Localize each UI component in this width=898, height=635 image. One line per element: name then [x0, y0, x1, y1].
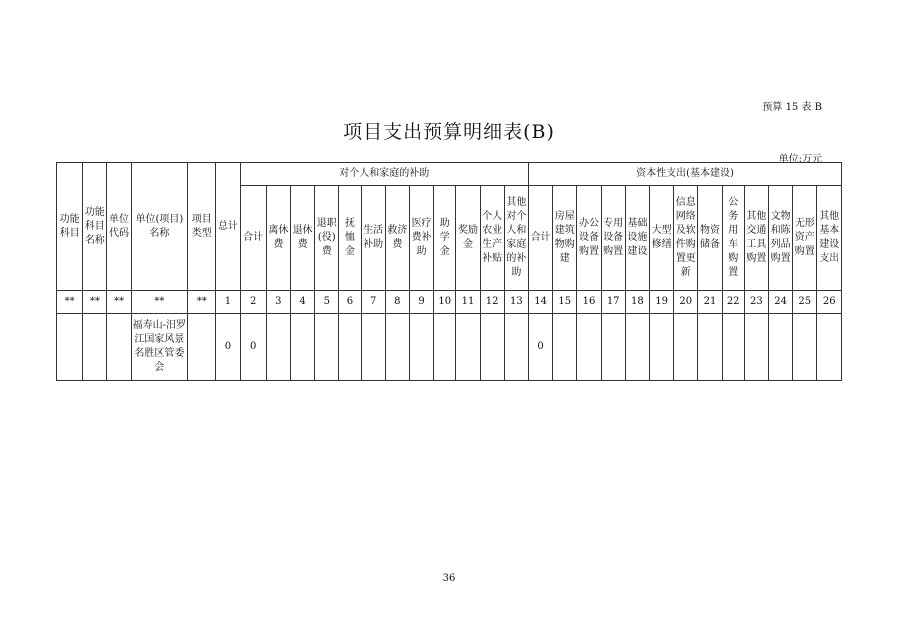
- header-personal-col: 退休费: [290, 186, 314, 291]
- cell-empty: [315, 314, 339, 381]
- header-unit-name: 单位(项目)名称: [131, 163, 187, 291]
- index-cell: 13: [504, 291, 528, 314]
- cell-empty: [553, 314, 577, 381]
- index-row: [57, 291, 842, 314]
- index-cell: 22: [722, 291, 744, 314]
- header-capital-col: 基础设施建设: [625, 186, 649, 291]
- header-personal-col: 救济费: [385, 186, 409, 291]
- table-row: [57, 314, 842, 381]
- cell-empty: [290, 314, 314, 381]
- cell-empty: [674, 314, 698, 381]
- cell-empty: [793, 314, 817, 381]
- index-cell: 17: [601, 291, 625, 314]
- index-cell: **: [131, 291, 187, 314]
- index-cell: **: [107, 291, 131, 314]
- index-cell: 2: [240, 291, 266, 314]
- header-total: 总计: [216, 163, 240, 291]
- header-personal-col: 个人农业生产补贴: [480, 186, 504, 291]
- cell-unit-name: 福寿山-汨罗江国家风景名胜区管委会: [131, 314, 187, 381]
- index-cell: 4: [290, 291, 314, 314]
- budget-table: [56, 162, 842, 381]
- cell-empty: [601, 314, 625, 381]
- cell-func-subject: [57, 314, 83, 381]
- header-capital-col: 无形资产购置: [793, 186, 817, 291]
- header-capital-col: 房屋建筑物购建: [553, 186, 577, 291]
- form-code: 预算 15 表 B: [762, 102, 822, 113]
- header-capital-col: 办公设备购置: [577, 186, 601, 291]
- page-title: 项目支出预算明细表(B): [343, 121, 555, 143]
- header-group-personal: 对个人和家庭的补助: [240, 163, 528, 186]
- header-personal-col: 生活补助: [361, 186, 385, 291]
- header-capital-col: 其他基本建设支出: [817, 186, 842, 291]
- index-cell: 20: [674, 291, 698, 314]
- cell-func-name: [83, 314, 107, 381]
- header-group-capital: 资本性支出(基本建设): [528, 163, 841, 186]
- cell-empty: [817, 314, 842, 381]
- cell-empty: [698, 314, 722, 381]
- index-cell: 25: [793, 291, 817, 314]
- cell-project-type: [188, 314, 216, 381]
- page-number: 36: [442, 573, 456, 584]
- index-cell: 8: [385, 291, 409, 314]
- index-cell: 5: [315, 291, 339, 314]
- cell-empty: [744, 314, 768, 381]
- cell-empty: [577, 314, 601, 381]
- header-personal-col: 医疗费补助: [409, 186, 433, 291]
- index-cell: **: [188, 291, 216, 314]
- index-cell: **: [57, 291, 83, 314]
- cell-empty: [480, 314, 504, 381]
- index-cell: **: [83, 291, 107, 314]
- cell-capital-total: 0: [528, 314, 552, 381]
- header-capital-col: 公务用车购置: [722, 186, 744, 291]
- index-cell: 11: [456, 291, 480, 314]
- index-cell: 7: [361, 291, 385, 314]
- cell-empty: [409, 314, 433, 381]
- cell-empty: [625, 314, 649, 381]
- index-cell: 21: [698, 291, 722, 314]
- index-cell: 9: [409, 291, 433, 314]
- cell-empty: [768, 314, 792, 381]
- index-cell: 23: [744, 291, 768, 314]
- header-personal-col: 合计: [240, 186, 266, 291]
- header-capital-col: 物资储备: [698, 186, 722, 291]
- unit-label: 单位:万元: [778, 154, 822, 165]
- cell-empty: [504, 314, 528, 381]
- cell-personal-total: 0: [240, 314, 266, 381]
- header-project-type: 项目类型: [188, 163, 216, 291]
- index-cell: 1: [216, 291, 240, 314]
- cell-unit-code: [107, 314, 131, 381]
- cell-empty: [361, 314, 385, 381]
- header-personal-col: 退职(役)费: [315, 186, 339, 291]
- index-cell: 15: [553, 291, 577, 314]
- index-cell: 19: [649, 291, 673, 314]
- cell-empty: [456, 314, 480, 381]
- header-personal-col: 其他对个人和家庭的补助: [504, 186, 528, 291]
- header-capital-col: 文物和陈列品购置: [768, 186, 792, 291]
- index-cell: 12: [480, 291, 504, 314]
- header-capital-col: 信息网络及软件购置更新: [674, 186, 698, 291]
- header-personal-col: 抚恤金: [339, 186, 361, 291]
- cell-empty: [266, 314, 290, 381]
- header-func-subject: 功能科目: [57, 163, 83, 291]
- cell-empty: [649, 314, 673, 381]
- header-capital-col: 专用设备购置: [601, 186, 625, 291]
- index-cell: 26: [817, 291, 842, 314]
- header-personal-col: 奖励金: [456, 186, 480, 291]
- index-cell: 18: [625, 291, 649, 314]
- index-cell: 24: [768, 291, 792, 314]
- cell-empty: [385, 314, 409, 381]
- header-personal-col: 离休费: [266, 186, 290, 291]
- index-cell: 16: [577, 291, 601, 314]
- header-row-groups: [57, 163, 842, 186]
- index-cell: 10: [434, 291, 456, 314]
- header-capital-col: 大型修缮: [649, 186, 673, 291]
- index-cell: 6: [339, 291, 361, 314]
- header-capital-col: 其他交通工具购置: [744, 186, 768, 291]
- index-cell: 14: [528, 291, 552, 314]
- header-func-name: 功能科目名称: [83, 163, 107, 291]
- header-capital-col: 合计: [528, 186, 552, 291]
- header-unit-code: 单位代码: [107, 163, 131, 291]
- cell-total: 0: [216, 314, 240, 381]
- cell-empty: [434, 314, 456, 381]
- cell-empty: [722, 314, 744, 381]
- cell-empty: [339, 314, 361, 381]
- header-personal-col: 助学金: [434, 186, 456, 291]
- index-cell: 3: [266, 291, 290, 314]
